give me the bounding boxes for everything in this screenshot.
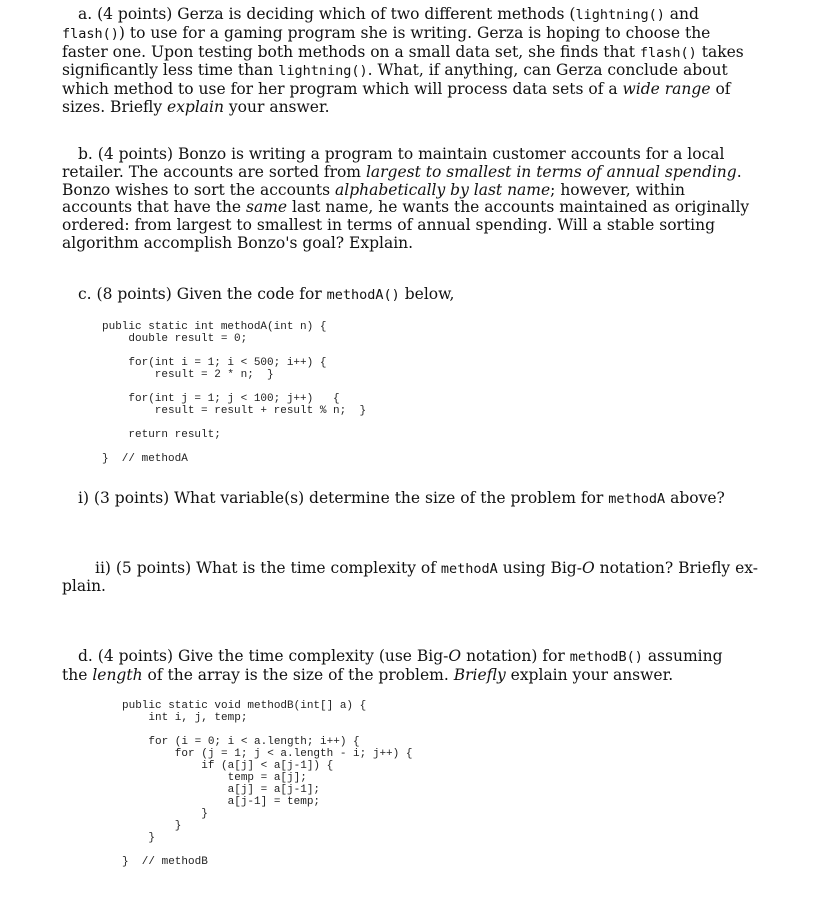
method-lightning: lightning() (575, 7, 665, 23)
question-d: d. (4 points) Give the time complexity (use Big-O notation) for methodB() assuming the length of the array is the size of the problem. Briefly explain your answer. (62, 647, 723, 684)
question-c-ii: ii) (5 points) What is the time complexity of methodA using Big-O notation? Briefly ex- (95, 559, 758, 577)
code-method-a: public static int methodA(int n) { double result = 0; for(int i = 1; i < 500; i++) { result = 2 * n; } for(int j = 1; j < 100; j++) { result = result + result % n; } return result; } // methodA (102, 321, 367, 465)
question-c-i: i) (3 points) What variable(s) determine the size of the problem for methodA above? (78, 489, 725, 507)
question-c: c. (8 points) Given the code for methodA() below, (78, 285, 455, 303)
method-flash: flash() (62, 25, 119, 42)
code-method-b: public static void methodB(int[] a) { int i, j, temp; for (i = 0; i < a.length; i++) { for (j = 1; j < a.length - i; j++) { if (a[j] < a[j-1]) { temp = a[j]; a[j] = a[j-1]; a[j-1] = temp; } } } } // methodB (122, 700, 413, 868)
question-c-ii-cont: plain. (62, 577, 106, 595)
question-b: b. (4 points) Bonzo is writing a program to maintain customer accounts for a local retailer. The accounts are sorted from largest to smallest in terms of annual spending. Bonzo wishes to sort the accounts alphabetically by last name; however, within accounts that have the same last name, he wants the accounts maintained as originally ordered: from largest to smallest in terms of annual spending. Will a stable sorting algorithm accomplish Bonzo's goal? Explain. (62, 145, 750, 252)
question-a: a. (4 points) Gerza is deciding which of two different methods (lightning() and flash()) to use for a gaming program she is writing. Gerza is hoping to choose the faster one. Upon testing both methods on a small data set, she finds that flash() takes significantly less time than lightning(). What, if anything, can Gerza conclude about which method to use for her program which will process data sets of a wide range of sizes. Briefly explain your answer. (62, 5, 744, 116)
